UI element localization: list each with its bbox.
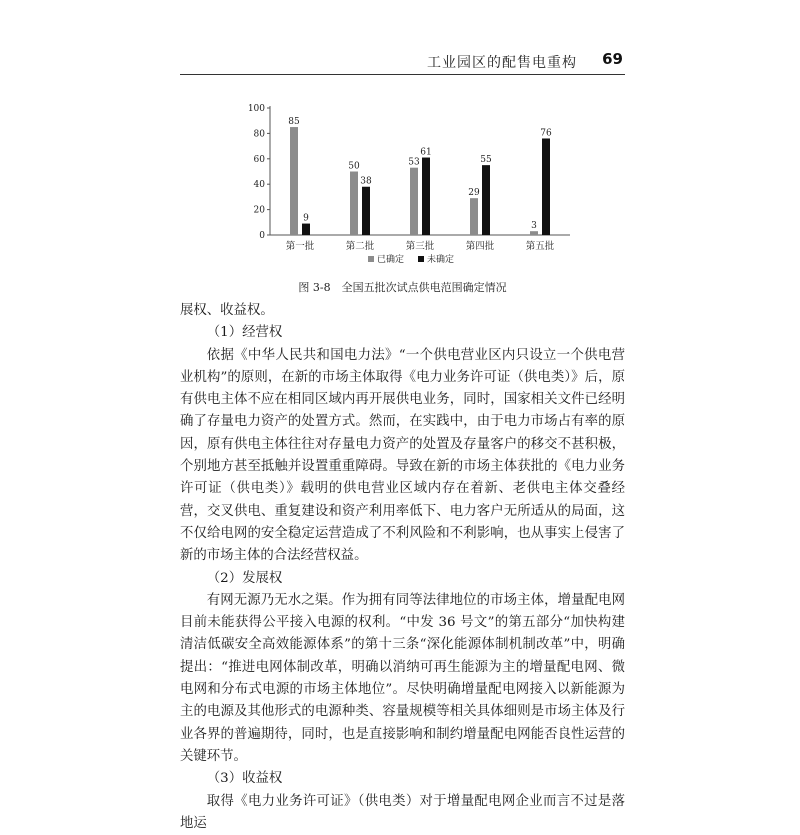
bar-value-label: 3 bbox=[531, 221, 537, 232]
bar-value-label: 38 bbox=[360, 176, 372, 187]
category-label: 第三批 bbox=[405, 241, 435, 252]
paragraph: 有网无源乃无水之渠。作为拥有同等法律地位的市场主体，增量配电网目前未能获得公平接入电源的权利。“中发 36 号文”的第五部分“加快构建清洁低碳安全高效能源体系”的第十三条“深化能源体制机制改革”中，明确提出：“推进电网体制改革，明确以消纳可再生能源为主的增量配电网、微电网和分布式电源的市场主体地位”。尽快明确增量配电网接入以新能源为主的电源及其他形式的电源种类、容量规模等相关具体细则是市场主体及行业各界的普遍期待，同时，也是直接影响和制约增量配电网能否良性运营的关键环节。 bbox=[180, 592, 625, 764]
y-tick-label: 60 bbox=[253, 154, 265, 165]
subheading-revenue-right: （3）收益权 bbox=[206, 771, 283, 787]
legend-label: 未确定 bbox=[427, 255, 455, 265]
page-number: 69 bbox=[602, 50, 623, 68]
bar-unconfirmed bbox=[362, 187, 370, 235]
bar-confirmed bbox=[530, 231, 538, 235]
bar-chart bbox=[240, 98, 580, 274]
subheading-development-right: （2）发展权 bbox=[206, 570, 283, 586]
bar-value-label: 61 bbox=[420, 147, 432, 158]
running-header bbox=[180, 48, 625, 75]
bar-confirmed bbox=[470, 198, 478, 235]
y-tick-label: 100 bbox=[247, 104, 265, 114]
bar-unconfirmed bbox=[422, 158, 430, 235]
category-label: 第一批 bbox=[285, 241, 315, 252]
bar-value-label: 9 bbox=[303, 213, 309, 224]
body-text bbox=[180, 300, 625, 835]
figure-caption: 图 3-8 全国五批次试点供电范围确定情况 bbox=[298, 281, 507, 294]
category-label: 第五批 bbox=[525, 241, 555, 252]
bar-value-label: 50 bbox=[348, 161, 360, 172]
legend-label: 已确定 bbox=[377, 255, 405, 265]
category-label: 第四批 bbox=[465, 241, 495, 252]
bar-value-label: 85 bbox=[288, 117, 300, 128]
paragraph: 展权、收益权。 bbox=[180, 303, 274, 318]
category-label: 第二批 bbox=[345, 241, 375, 252]
bar-unconfirmed bbox=[542, 138, 550, 235]
legend-swatch bbox=[418, 256, 424, 262]
y-tick-label: 80 bbox=[253, 129, 265, 140]
bar-value-label: 29 bbox=[468, 188, 480, 199]
paragraph: 取得《电力业务许可证》（供电类）对于增量配电网企业而言不过是落地运 bbox=[180, 793, 625, 831]
bar-value-label: 55 bbox=[480, 155, 492, 166]
bar-unconfirmed bbox=[482, 165, 490, 235]
paragraph: 依据《中华人民共和国电力法》“一个供电营业区内只设立一个供电营业机构”的原则，在新的市场主体取得《电力业务许可证（供电类）》后，原有供电主体不应在相同区域内再开展供电业务，同时，国家相关文件已经明确了存量电力资产的处置方式。然而，在实践中，由于电力市场占有率的原因，原有供电主体往往对存量电力资产的处置及存量客户的移交不甚积极，个别地方甚至抵触并设置重重障碍。导致在新的市场主体获批的《电力业务许可证（供电类）》载明的供电营业区域内存在着新、老供电主体交叠经营，交叉供电、重复建设和资产利用率低下、电力客户无所适从的局面，这不仅给电网的安全稳定运营造成了不利风险和不利影响，也从事实上侵害了新的市场主体的合法经营权益。 bbox=[180, 347, 625, 564]
bar-value-label: 76 bbox=[540, 128, 552, 139]
legend-swatch bbox=[368, 256, 374, 262]
bar-value-label: 53 bbox=[408, 157, 420, 168]
y-tick-label: 0 bbox=[259, 231, 265, 241]
bar-confirmed bbox=[410, 168, 418, 235]
header-title: 工业园区的配售电重构 bbox=[427, 55, 577, 71]
y-tick-label: 40 bbox=[253, 180, 265, 191]
subheading-operating-right: （1）经营权 bbox=[206, 325, 283, 341]
y-tick-label: 20 bbox=[253, 205, 265, 216]
bar-unconfirmed bbox=[302, 224, 310, 235]
bar-confirmed bbox=[350, 172, 358, 236]
bar-confirmed bbox=[290, 127, 298, 235]
